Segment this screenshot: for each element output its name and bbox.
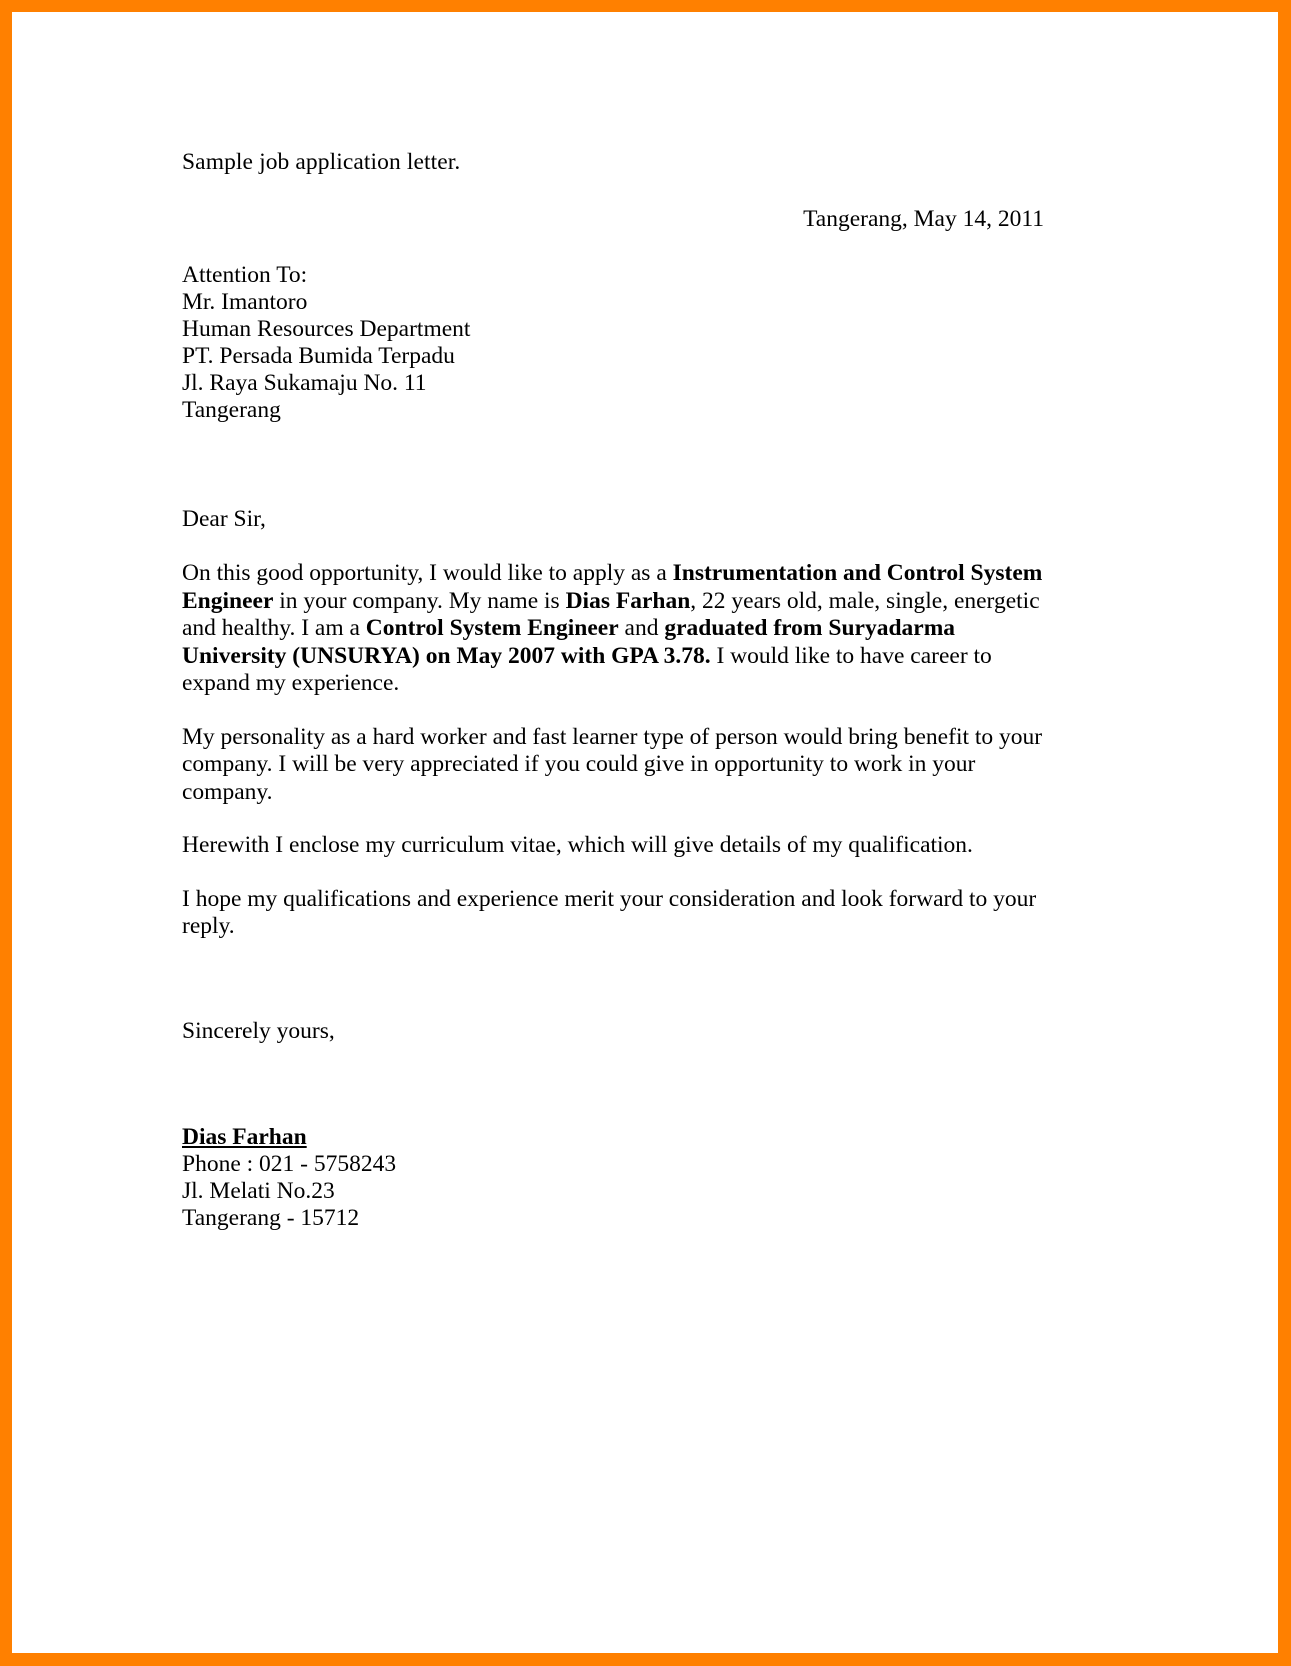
signature-street: Jl. Melati No.23 xyxy=(182,1177,335,1204)
emphasis-run: graduated from Suryadarma University (UNSURYA) on May 2007 with GPA 3.78. xyxy=(182,615,956,669)
paragraph-personality xyxy=(182,724,1062,807)
text-run: My personality as a hard worker and fast learner type of person would bring benefit to your company. I will be very appreciated if you could give in opportunity to work in your company. xyxy=(182,723,1043,805)
text-run: and xyxy=(618,615,665,641)
text-run: I would like to have career to expand my experience. xyxy=(182,642,992,696)
recipient-address-block xyxy=(182,262,1062,424)
signature-name: Dias Farhan xyxy=(182,1123,307,1150)
text-run: , 22 years old, male, single, energetic and healthy. I am a xyxy=(182,587,1040,641)
signature-phone: Phone : 021 - 5758243 xyxy=(182,1150,397,1177)
recipient-attention-label: Attention To: xyxy=(182,262,308,288)
letter-salutation: Dear Sir, xyxy=(182,506,266,532)
letter-content xyxy=(182,147,1062,1232)
signature-name-line xyxy=(182,1124,1062,1151)
emphasis-run: Control System Engineer xyxy=(365,615,619,641)
text-run: Herewith I enclose my curriculum vitae, which will give details of my qualification. xyxy=(182,832,973,858)
emphasis-run: Dias Farhan xyxy=(565,587,691,614)
letter-body xyxy=(182,560,1062,941)
text-run: On this good opportunity, I would like to apply as a xyxy=(182,560,673,586)
letter-subject: Sample job application letter. xyxy=(182,149,461,175)
signature-block xyxy=(182,1124,1062,1232)
signature-city-postcode: Tangerang - 15712 xyxy=(182,1204,360,1231)
emphasis-run: Instrumentation and Control System Engineer xyxy=(182,560,1043,614)
text-run: in your company. My name is xyxy=(273,587,566,614)
paragraph-enclosure xyxy=(182,832,1062,860)
text-run: I hope my qualifications and experience merit your consideration and look forward to your reply. xyxy=(182,885,1037,939)
paragraph-hope xyxy=(182,886,1062,941)
recipient-department: Human Resources Department xyxy=(182,316,471,342)
paragraph-intro xyxy=(182,560,1062,698)
document-page xyxy=(12,12,1278,1652)
letter-closing: Sincerely yours, xyxy=(182,1017,335,1044)
recipient-name: Mr. Imantoro xyxy=(182,289,308,315)
recipient-city: Tangerang xyxy=(182,397,281,423)
letter-date: Tangerang, May 14, 2011 xyxy=(803,206,1044,232)
recipient-street: Jl. Raya Sukamaju No. 11 xyxy=(182,370,427,396)
recipient-company: PT. Persada Bumida Terpadu xyxy=(182,343,455,369)
